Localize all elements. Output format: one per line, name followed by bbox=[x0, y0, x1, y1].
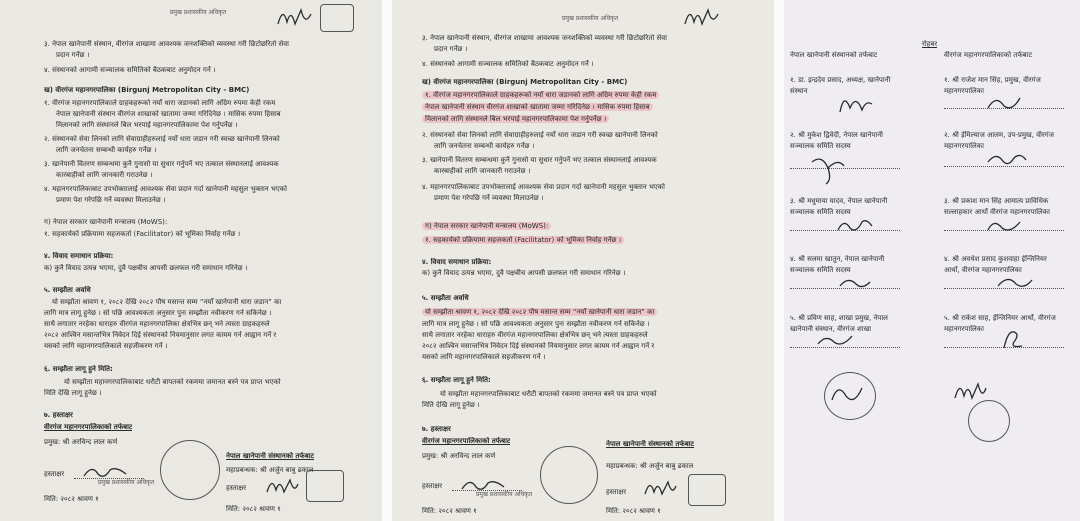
signature-mark bbox=[834, 214, 874, 236]
section-4-title: ४. विवाद समाधान प्रक्रिया: bbox=[44, 252, 114, 260]
nws-side-label: नेपाल खानेपानी संस्थानको तर्फबाट bbox=[606, 440, 695, 448]
signature-mark bbox=[275, 4, 315, 30]
clause-6a: यो सम्झौता महानगरपालिकाबाट धरौटी बापतको रकममा जमानत बस्ने पत्र प्राप्त भएको bbox=[440, 390, 657, 398]
clause-kha4: ४. महानगरपालिकाबाट उपभोक्तालाई आवश्यक सेवा प्रदान गर्दा खानेपानी महसुल भुक्तान भएको bbox=[422, 183, 665, 191]
clause-kha1: १. वीरगंज महानगरपालिकाले ग्राहकहरूको नयाँ धारा जडानको लागि अग्रिम रुपमा केही रकम bbox=[44, 99, 276, 107]
clause-kha3-cont: कारबाहीको लागि जानकारी गराउनेछ । bbox=[56, 171, 153, 179]
signature-mark bbox=[998, 326, 1028, 352]
witness-right-1-line2: महानगरपालिका bbox=[944, 87, 984, 95]
bmc-date: मिति: २०८२ श्रावण १ bbox=[422, 507, 477, 515]
signature-mark bbox=[814, 330, 856, 350]
nws-manager-name: महाप्रबन्धक: श्री अर्जुन बाबु ढकाल bbox=[226, 466, 314, 474]
bmc-seal bbox=[540, 446, 598, 504]
clause-kha3: ३. खानेपानी वितरण सम्बन्धमा कुनै गुनासो या सुधार गर्नुपर्ने भए तत्काल संस्थानलाई आवश्यक bbox=[44, 160, 279, 168]
clause-kha2-cont: लागि जनचेतना सम्बन्धी कार्यहरु गर्नेछ । bbox=[56, 146, 157, 154]
clause-5c: साथै लगातार नरहेका धाराहरु वीरगंज महानगरपालिका क्षेत्रभित्र छन् भने त्यस्ता ग्राहकहरुले bbox=[422, 331, 648, 339]
clause-6b: मिति देखि लागू हुनेछ । bbox=[422, 401, 480, 409]
signature-mark bbox=[984, 148, 1028, 170]
signature-mark bbox=[642, 476, 678, 498]
section-ga-title: ग) नेपाल सरकार खानेपानी मन्त्रालय (MoWS): bbox=[44, 218, 168, 226]
nws-seal bbox=[968, 400, 1010, 442]
bmc-chief-name: प्रमुख: श्री अरविन्द लाल कर्ण bbox=[422, 452, 496, 460]
signature-mark bbox=[994, 272, 1034, 292]
section-4-title: ४. विवाद समाधान प्रक्रिया: bbox=[422, 258, 492, 266]
nws-date: मिति: २०८२ श्रावण १ bbox=[226, 505, 281, 513]
signature-mark bbox=[682, 4, 722, 30]
signature-mark bbox=[808, 152, 848, 186]
witness-right-4-line2: आर्थो, वीरगंज महानगरपालिका bbox=[944, 266, 1022, 274]
section-7-title: ७. हस्ताक्षर bbox=[422, 425, 451, 433]
nws-sign-label: हस्ताक्षर bbox=[606, 488, 627, 496]
clause-a4: ४. संस्थानको आगामी सञ्चालक समितिको बैठकबाट अनुमोदन गर्ने । bbox=[44, 66, 216, 74]
stamp-text: प्रमुख प्रशासकीय अधिकृत bbox=[476, 491, 533, 498]
witness-left-5-line2: खानेपानी संस्थान, वीरगंज शाखा bbox=[790, 325, 872, 333]
top-stamp-text: प्रमुख प्रशासकीय अधिकृत bbox=[170, 9, 227, 16]
clause-kha3: ३. खानेपानी वितरण सम्बन्धमा कुनै गुनासो या सुधार गर्नुपर्ने भए तत्काल संस्थानलाई आवश्यक bbox=[422, 156, 657, 164]
witness-left-4-line2: सञ्चालक समिति सदस्य bbox=[790, 266, 851, 274]
clause-kha1-cont bbox=[422, 103, 653, 112]
highlight-5a: यो सम्झौता श्रावण १, २०८२ देखि २०८२ पौष मसान्त सम्म “नयाँ खानेपानी धारा जडान” का bbox=[422, 308, 657, 316]
clause-ga1 bbox=[422, 236, 624, 245]
bmc-sign-label: हस्ताक्षर bbox=[422, 482, 443, 490]
witness-left-2-line2: सञ्चालक समिति सदस्य bbox=[790, 142, 851, 150]
clause-kha3-cont: कारबाहीको लागि जानकारी गराउनेछ । bbox=[434, 167, 531, 175]
witness-right-5-line2: महानगरपालिका bbox=[944, 325, 984, 333]
bmc-date: मिति: २०८२ श्रावण १ bbox=[44, 495, 99, 503]
section-6-title: ६. सम्झौता लागू हुने मिति: bbox=[44, 365, 113, 373]
bmc-side-label: वीरगंज महानगरपालिकाको तर्फबाट bbox=[422, 437, 511, 445]
clause-a3-cont: प्रदान गर्नेछ । bbox=[56, 51, 90, 59]
nws-date: मिति: २०८२ श्रावण १ bbox=[606, 507, 661, 515]
clause-kha1-cont: मिलानको लागि संस्थानले बिल भरपाई महानगरपालिकामा पेश गर्नुपर्नेछ । bbox=[56, 121, 238, 129]
clause-5d: २०८२ आश्विन मसान्तभित्र निवेदन दिई संस्थानको नियमानुसार लगत कायम गर्न आह्वान गर्ने र bbox=[44, 331, 277, 339]
clause-a4: ४. संस्थानको आगामी सञ्चालक समितिको बैठकबाट अनुमोदन गर्ने । bbox=[422, 60, 594, 68]
clause-6a: यो सम्झौता महानगरपालिकाबाट धरौटी बापतको रकममा जमानत बस्ने पत्र प्राप्त भएको bbox=[64, 378, 281, 386]
signature-mark bbox=[984, 92, 1024, 114]
clause-a3-cont: प्रदान गर्नेछ । bbox=[434, 45, 468, 53]
office-stamp bbox=[306, 470, 344, 502]
witness-right-2-line1: २. श्री ईमिल्याज आलम, उप-प्रमुख, वीरगंज bbox=[944, 131, 1054, 139]
clause-5d: २०८२ आश्विन मसान्तभित्र निवेदन दिई संस्थानको नियमानुसार लगत कायम गर्न आह्वान गर्ने र bbox=[422, 342, 655, 350]
clause-5a bbox=[422, 308, 657, 317]
office-stamp bbox=[688, 474, 726, 506]
document-page-2 bbox=[392, 0, 774, 521]
bmc-seal bbox=[160, 440, 220, 500]
clause-kha1 bbox=[422, 91, 659, 100]
clause-a3: ३. नेपाल खानेपानी संस्थान, वीरगंज शाखामा आवश्यक जनशक्तिको व्यवस्था गरी छिटोछरितो सेवा bbox=[422, 34, 667, 42]
highlight-kha1: मिलानको लागि संस्थानले बिल भरपाई महानगरपालिकामा पेश गर्नुपर्नेछ । bbox=[422, 115, 609, 123]
witness-left-1-line2: संस्थान bbox=[790, 87, 808, 95]
witness-right-3-line1: ३. श्री प्रकाश मान सिंह आमात्य प्राविधिक bbox=[944, 197, 1049, 205]
clause-kha4: ४. महानगरपालिकाबाट उपभोक्तालाई आवश्यक सेवा प्रदान गर्दा खानेपानी महसुल भुक्तान भएको bbox=[44, 185, 287, 193]
clause-4a: क) कुनै विवाद उत्पन्न भएमा, दुवै पक्षबीच आपसी छलफल गरी समाधान गरिनेछ । bbox=[44, 264, 248, 272]
section-5-title: ५. सम्झौता अवधि bbox=[422, 294, 469, 302]
witness-heading: रोहबर bbox=[922, 40, 938, 48]
document-page-1 bbox=[0, 0, 382, 521]
office-stamp bbox=[320, 4, 354, 32]
witness-left-4-line1: ४. श्री सलमा खातुन, नेपाल खानेपानी bbox=[790, 255, 885, 263]
clause-5e: यसको लागि महानगरपालिकाले सहजीकरण गर्ने । bbox=[422, 353, 546, 361]
witness-left-3-line1: ३. श्री मधुमाया यादव, नेपाल खानेपानी bbox=[790, 197, 888, 205]
signature-mark bbox=[836, 274, 872, 292]
highlight-kha1: नेपाल खानेपानी संस्थान वीरगंज शाखाको खातामा जम्मा गरिदिनेछ । मासिक रुपमा हिसाब bbox=[422, 103, 653, 111]
clause-kha4-cont: प्रमाण पेश गरेपछि गर्ने व्यवस्था मिलाउनेछ । bbox=[56, 196, 166, 204]
nws-sign-label: हस्ताक्षर bbox=[226, 484, 247, 492]
clause-5a: यो सम्झौता श्रावण १, २०८२ देखि २०८२ पौष मसान्त सम्म “नयाँ खानेपानी धारा जडान” का bbox=[52, 298, 282, 306]
clause-kha2-cont: लागि जनचेतना सम्बन्धी कार्यहरु गर्नेछ । bbox=[434, 142, 535, 150]
clause-ga1: १. सहकार्यको प्रक्रियामा सहजकर्ता (Facilitator) को भूमिका निर्वाह गर्नेछ । bbox=[44, 230, 241, 238]
stamp-text: प्रमुख प्रशासकीय अधिकृत bbox=[98, 479, 155, 486]
witness-right-3-line2: सल्लाहकार आर्थो वीरगंज महानगरपालिका bbox=[944, 208, 1050, 216]
bmc-side-label: वीरगंज महानगरपालिकाको तर्फबाट bbox=[44, 423, 133, 431]
clause-6b: मिति देखि लागू हुनेछ । bbox=[44, 389, 102, 397]
signature-mark bbox=[834, 88, 874, 116]
nws-manager-name: महाप्रबन्धक: श्री अर्जुन बाबु ढकाल bbox=[606, 462, 694, 470]
page-gap bbox=[382, 0, 392, 521]
bmc-chief-name: प्रमुख: श्री अरविन्द लाल कर्ण bbox=[44, 438, 118, 446]
witness-left-2-line1: २. श्री मुकेश द्विवेदी, नेपाल खानेपानी bbox=[790, 131, 883, 139]
document-page-3-witness bbox=[784, 0, 1080, 521]
highlight-ga: १. सहकार्यको प्रक्रियामा सहजकर्ता (Facilitator) को भूमिका निर्वाह गर्नेछ । bbox=[422, 236, 624, 244]
clause-kha2: २. संस्थानको सेवा लिनको लागि सेवाग्राहीहरुलाई नयाँ धारा जडान गरी स्वच्छ खानेपानी लिनको bbox=[44, 135, 280, 143]
clause-5b: लागि मात्र लागू हुनेछ । सो पछि आवश्यकता अनुसार पुनः सम्झौता नवीकरण गर्न सकिनेछ । bbox=[44, 309, 272, 317]
section-kha-title: ख) वीरगंज महानगरपालिका (Birgunj Metropolitan City - BMC) bbox=[422, 78, 628, 86]
section-ga-title bbox=[422, 222, 551, 231]
highlight-kha1: १. वीरगंज महानगरपालिकाले ग्राहकहरूको नयाँ धारा जडानको लागि अग्रिम रुपमा केही रकम bbox=[422, 91, 659, 99]
witness-right-1-line1: १. श्री राजेश मान सिंह, प्रमुख, वीरगंज bbox=[944, 76, 1041, 84]
clause-a3: ३. नेपाल खानेपानी संस्थान, वीरगंज शाखामा आवश्यक जनशक्तिको व्यवस्था गरी छिटोछरितो सेवा bbox=[44, 40, 289, 48]
top-stamp-text: प्रमुख प्रशासकीय अधिकृत bbox=[562, 15, 619, 22]
clause-4a: क) कुनै विवाद उत्पन्न भएमा, दुवै पक्षबीच आपसी छलफल गरी समाधान गरिनेछ । bbox=[422, 269, 626, 277]
clause-kha1-cont: नेपाल खानेपानी संस्थान वीरगंज शाखाको खातामा जम्मा गरिदिनेछ । मासिक रुपमा हिसाब bbox=[56, 110, 281, 118]
section-kha-title: ख) वीरगंज महानगरपालिका (Birgunj Metropolitan City - BMC) bbox=[44, 86, 250, 94]
page-gap bbox=[774, 0, 784, 521]
clause-kha4-cont: प्रमाण पेश गरेपछि गर्ने व्यवस्था मिलाउनेछ । bbox=[434, 194, 544, 202]
witness-left-3-line2: सञ्चालक समिति सदस्य bbox=[790, 208, 851, 216]
clause-5b: लागि मात्र लागू हुनेछ । सो पछि आवश्यकता अनुसार पुनः सम्झौता नवीकरण गर्न सकिनेछ । bbox=[422, 320, 650, 328]
witness-left-1-line1: १. डा. इन्द्रदेव प्रसाद, अध्यक्ष, खानेपानी bbox=[790, 76, 891, 84]
witness-col-left-heading: नेपाल खानेपानी संस्थानको तर्फबाट bbox=[790, 51, 878, 59]
clause-kha1-cont bbox=[422, 115, 609, 124]
clause-5c: साथै लगातार नरहेका धाराहरु वीरगंज महानगरपालिका क्षेत्रभित्र छन् भने त्यस्ता ग्राहकहरुले bbox=[44, 320, 270, 328]
clause-5e: यसको लागि महानगरपालिकाले सहजीकरण गर्ने । bbox=[44, 342, 168, 350]
nws-side-label: नेपाल खानेपानी संस्थानको तर्फबाट bbox=[226, 452, 315, 460]
section-7-title: ७. हस्ताक्षर bbox=[44, 411, 73, 419]
witness-left-5-line1: ५. श्री प्रविण साह, शाखा प्रमुख, नेपाल bbox=[790, 314, 888, 322]
signature-mark bbox=[828, 378, 868, 408]
witness-right-2-line2: महानगरपालिका bbox=[944, 142, 984, 150]
signature-mark bbox=[264, 474, 300, 496]
clause-kha2: २. संस्थानको सेवा लिनको लागि सेवाग्राहीहरुलाई नयाँ धारा जडान गरी स्वच्छ खानेपानी लिनको bbox=[422, 131, 658, 139]
section-6-title: ६. सम्झौता लागू हुने मिति: bbox=[422, 376, 491, 384]
signature-mark bbox=[984, 214, 1024, 236]
witness-right-4-line1: ४. श्री अवधेश प्रसाद कुशवाहा ईन्जिनियर bbox=[944, 255, 1047, 263]
highlight-ga: ग) नेपाल सरकार खानेपानी मन्त्रालय (MoWS): bbox=[422, 222, 551, 230]
bmc-sign-label: हस्ताक्षर bbox=[44, 470, 65, 478]
witness-col-right-heading: वीरगंज महानगरपालिकाको तर्फबाट bbox=[944, 51, 1033, 59]
section-5-title: ५. सम्झौता अवधि bbox=[44, 286, 91, 294]
witness-right-5-line1: ५. श्री राकेश साह, ईन्जिनियर आर्थो, वीरगंज bbox=[944, 314, 1056, 322]
